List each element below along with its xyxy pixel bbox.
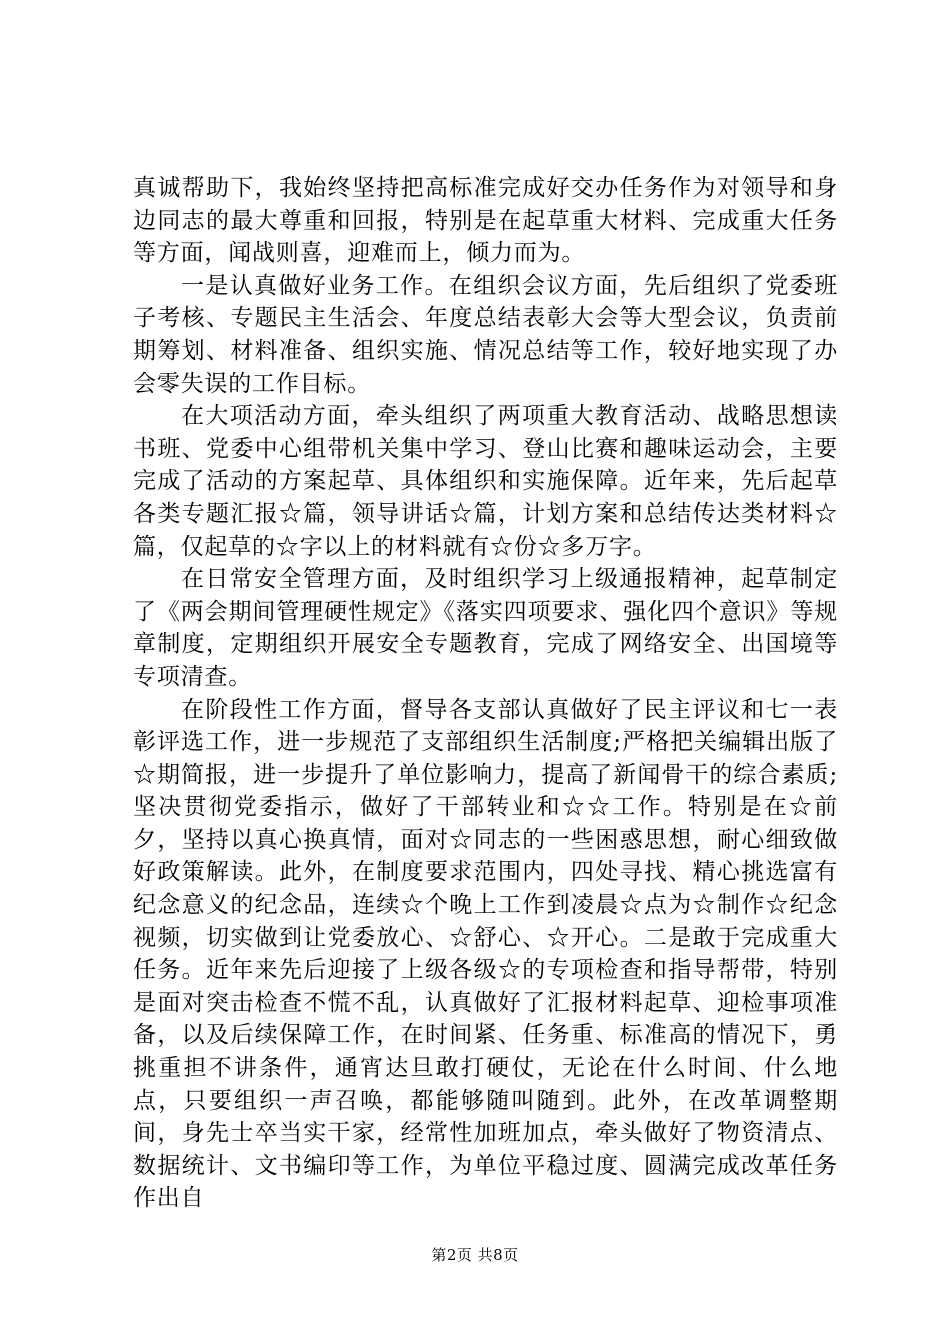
document-body (133, 172, 838, 1215)
paragraph-2: 一是认真做好业务工作。在组织会议方面，先后组织了党委班子考核、专题民主生活会、年度总结表彰大会等大型会议，负责前期筹划、材料准备、组织实施、情况总结等工作，较好地实现了办会零失误的工作目标。 (133, 272, 838, 397)
paragraph-3: 在大项活动方面，牵头组织了两项重大教育活动、战略思想读书班、党委中心组带机关集中学习、登山比赛和趣味运动会，主要完成了活动的方案起草、具体组织和实施保障。近年来，先后起草各类专题汇报☆篇，领导讲话☆篇，计划方案和总结传达类材料☆篇，仅起草的☆字以上的材料就有☆份☆多万字。 (133, 403, 838, 560)
paragraph-5: 在阶段性工作方面，督导各支部认真做好了民主评议和七一表彰评选工作，进一步规范了支部组织生活制度;严格把关编辑出版了☆期简报，进一步提升了单位影响力，提高了新闻骨干的综合素质;坚决贯彻党委指示，做好了干部转业和☆☆工作。特别是在☆前夕，坚持以真心换真情，面对☆同志的一些困惑思想，耐心细致做好政策解读。此外，在制度要求范围内，四处寻找、精心挑选富有纪念意义的纪念品，连续☆个晚上工作到凌晨☆点为☆制作☆纪念视频，切实做到让党委放心、☆舒心、☆开心。二是敢于完成重大任务。近年来先后迎接了上级各级☆的专项检查和指导帮带，特别是面对突击检查不慌不乱，认真做好了汇报材料起草、迎检事项准备，以及后续保障工作，在时间紧、任务重、标准高的情况下，勇挑重担不讲条件，通宵达旦敢打硬仗，无论在什么时间、什么地点，只要组织一声召唤，都能够随叫随到。此外，在改革调整期间，身先士卒当实干家，经常性加班加点，牵头做好了物资清点、数据统计、文书编印等工作，为单位平稳过度、圆满完成改革任务作出自 (133, 696, 838, 1212)
paragraph-1: 真诚帮助下，我始终坚持把高标准完成好交办任务作为对领导和身边同志的最大尊重和回报，特别是在起草重大材料、完成重大任务等方面，闻战则喜，迎难而上，倾力而为。 (133, 175, 838, 267)
page-footer: 第2页 共8页 (431, 1246, 519, 1264)
paragraph-4: 在日常安全管理方面，及时组织学习上级通报精神，起草制定了《两会期间管理硬性规定》《落实四项要求、强化四个意识》等规章制度，定期组织开展安全专题教育，完成了网络安全、出国境等专项清查。 (133, 566, 838, 690)
